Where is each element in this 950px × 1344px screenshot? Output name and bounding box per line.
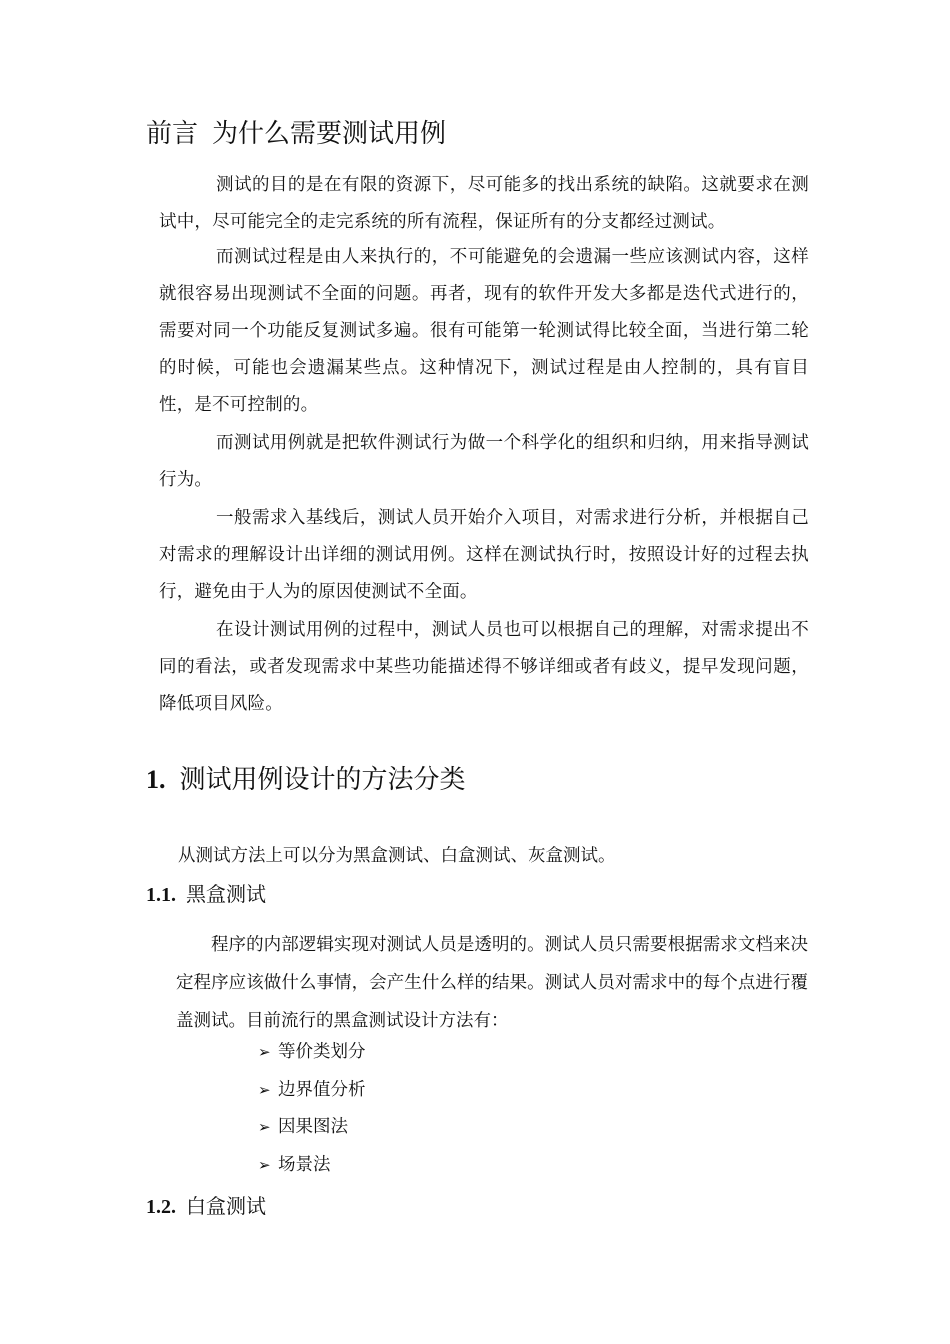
black-box-paragraph: 程序的内部逻辑实现对测试人员是透明的。测试人员只需要根据需求文档来决定程序应该做什么事情，会产生什么样的结果。测试人员对需求中的每个点进行覆盖测试。目前流行的黑盒测试设计方法有：: [176, 935, 808, 1031]
arrow-bullet-icon: ➢: [258, 1118, 271, 1136]
method-label: 边界值分析: [278, 1079, 366, 1100]
list-item: [258, 1147, 366, 1185]
black-box-methods-list: [258, 1034, 366, 1184]
method-label: 等价类划分: [278, 1042, 366, 1062]
section-1-1-title: 黑盒测试: [186, 882, 266, 906]
section-1-number: 1.: [146, 765, 166, 794]
arrow-bullet-icon: ➢: [258, 1155, 271, 1174]
list-item: [258, 1034, 366, 1072]
preface-label: 前言: [146, 119, 199, 149]
arrow-bullet-icon: ➢: [258, 1080, 271, 1099]
section-1-intro: 从测试方法上可以分为黑盒测试、白盒测试、灰盒测试。: [178, 846, 616, 866]
section-1-1-heading: [146, 876, 266, 913]
preface-paragraph-2: 而测试过程是由人来执行的，不可能避免的会遗漏一些应该测试内容，这样就很容易出现测试不全面的问题。再者，现有的软件开发大多都是迭代式进行的，需要对同一个功能反复测试多遍。很有可能第一轮测试得比较全面，当进行第二轮的时候，可能也会遗漏某些点。这种情况下，测试过程是由人控制的，具有盲目性，是不可控制的。: [159, 247, 809, 415]
section-1-1-number: 1.1.: [146, 884, 176, 906]
preface-heading: [146, 114, 446, 154]
section-1-2-number: 1.2.: [146, 1196, 176, 1218]
preface-title: 为什么需要测试用例: [212, 119, 447, 149]
section-1-heading: [146, 758, 466, 802]
preface-paragraph-4: 一般需求入基线后，测试人员开始介入项目，对需求进行分析，并根据自己对需求的理解设计出详细的测试用例。这样在测试执行时，按照设计好的过程去执行，避免由于人为的原因使测试不全面。: [159, 508, 809, 602]
section-1-2-title: 白盒测试: [186, 1194, 266, 1218]
section-1-title: 测试用例设计的方法分类: [179, 765, 466, 795]
method-label: 因果图法: [278, 1117, 348, 1137]
section-1-2-heading: [146, 1188, 266, 1225]
list-item: [258, 1109, 366, 1147]
arrow-bullet-icon: ➢: [258, 1043, 271, 1061]
preface-paragraph-1: 测试的目的是在有限的资源下，尽可能多的找出系统的缺陷。这就要求在测试中，尽可能完全的走完系统的所有流程，保证所有的分支都经过测试。: [159, 175, 809, 232]
preface-paragraph-5: 在设计测试用例的过程中，测试人员也可以根据自己的理解，对需求提出不同的看法，或者发现需求中某些功能描述得不够详细或者有歧义，提早发现问题，降低项目风险。: [159, 620, 809, 714]
preface-paragraph-3: 而测试用例就是把软件测试行为做一个科学化的组织和归纳，用来指导测试行为。: [159, 433, 809, 490]
method-label: 场景法: [278, 1154, 331, 1175]
list-item: [258, 1072, 366, 1110]
